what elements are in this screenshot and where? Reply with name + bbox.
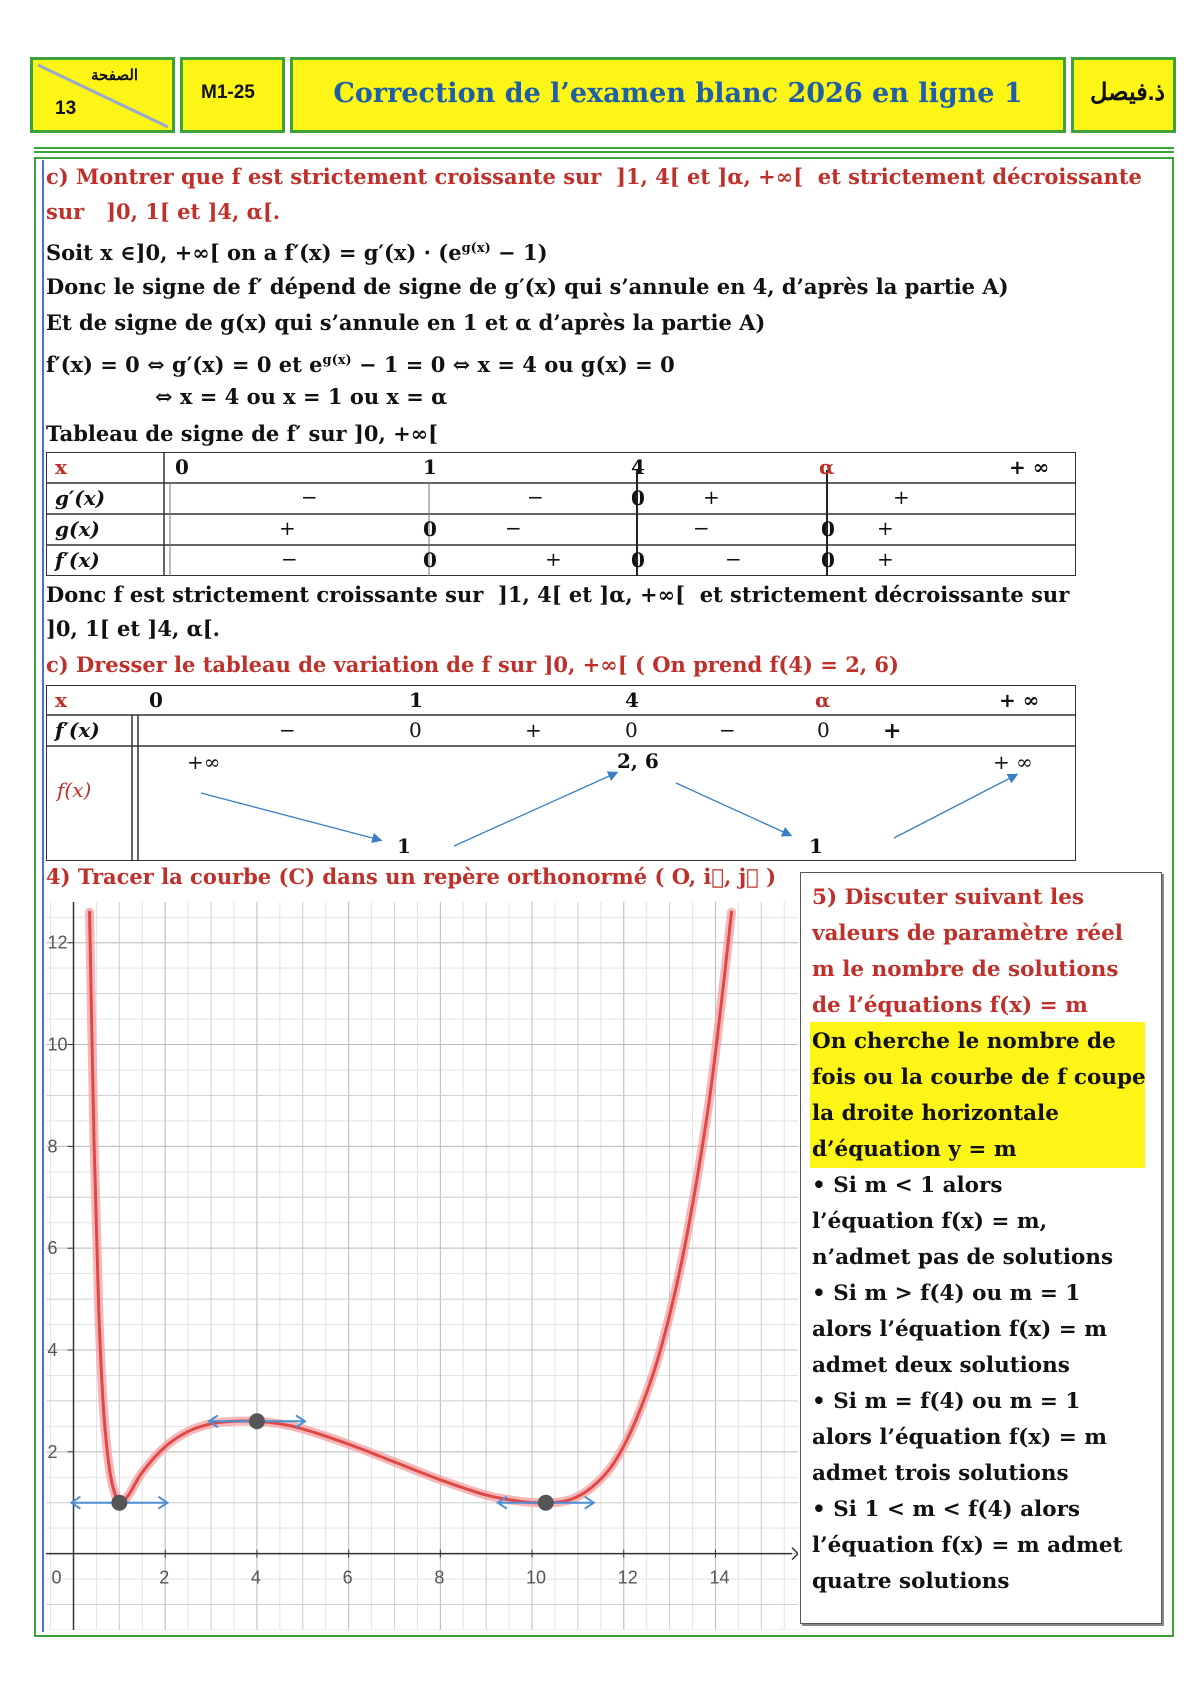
sign-cell: + xyxy=(545,547,562,571)
curve-glow xyxy=(90,912,732,1503)
page-number-box xyxy=(30,57,175,133)
var-fprime-cell: 0 xyxy=(817,718,830,742)
var-x-label: x xyxy=(55,688,67,712)
sign-x-value: 4 xyxy=(631,455,645,479)
sign-cell: 0 xyxy=(821,517,835,541)
var-f-value: 2, 6 xyxy=(617,749,659,773)
q5-title-line: de l’équations f(x) = m xyxy=(812,993,1088,1018)
y-tick-label: 12 xyxy=(47,932,68,953)
sign-cell: 0 xyxy=(631,486,645,510)
sign-cell: 0 xyxy=(631,548,645,572)
sign-x-label: x xyxy=(55,455,67,479)
case-line: l’équation f(x) = m admet xyxy=(812,1533,1123,1558)
case-line: alors l’équation f(x) = m xyxy=(812,1425,1107,1450)
sign-cell: − xyxy=(281,547,298,571)
sign-cell: + xyxy=(279,516,296,540)
page-number: 13 xyxy=(55,98,77,119)
conclusion-line-1: Donc f est strictement croissante sur ]1, 4[ et ]α, +∞[ et strictement décroissante sur xyxy=(46,582,1070,607)
title-box xyxy=(290,57,1066,133)
sign-table-title: Tableau de signe de f′ sur ]0, +∞[ xyxy=(46,421,439,446)
sign-x-value: 1 xyxy=(423,455,437,479)
sign-row-label: f′(x) xyxy=(55,548,100,572)
case-line: • Si m < 1 alors xyxy=(812,1173,1003,1198)
highlight-line: fois ou la courbe de f coupe xyxy=(812,1065,1146,1090)
code-box xyxy=(180,57,285,133)
sign-cell: + xyxy=(703,485,720,509)
var-fprime-label: f′(x) xyxy=(55,718,100,742)
sign-cell: − xyxy=(527,485,544,509)
sign-x-value: α xyxy=(819,455,835,479)
sign-cell: + xyxy=(877,547,894,571)
var-fprime-cell: 0 xyxy=(409,718,422,742)
extremum-point xyxy=(538,1495,554,1511)
var-f-value: + ∞ xyxy=(993,750,1033,774)
sign-cell: 0 xyxy=(423,517,437,541)
y-tick-label: 10 xyxy=(47,1034,68,1055)
x-tick-label: 4 xyxy=(250,1567,261,1588)
q5-title-line: valeurs de paramètre réel xyxy=(812,921,1123,946)
sign-table xyxy=(46,452,1076,576)
page-title: Correction de l’examen blanc 2026 en ligne 1 xyxy=(333,78,1023,109)
sign-row-label: g(x) xyxy=(55,517,100,541)
extremum-point xyxy=(249,1413,265,1429)
x-tick-label: 0 xyxy=(51,1567,62,1588)
page-label: الصفحة xyxy=(91,67,139,84)
donc-signe-line: Donc le signe de f′ dépend de signe de g′(x) qui s’annule en 4, d’après la partie A) xyxy=(46,274,1009,299)
sign-cell: 0 xyxy=(423,548,437,572)
sign-cell: − xyxy=(505,516,522,540)
sign-cell: − xyxy=(301,485,318,509)
author-box xyxy=(1071,57,1176,133)
case-line: admet deux solutions xyxy=(812,1353,1070,1378)
x-tick-label: 12 xyxy=(617,1567,638,1588)
case-line: • Si 1 < m < f(4) alors xyxy=(812,1497,1080,1522)
y-tick-label: 4 xyxy=(47,1340,58,1360)
var-x-value: 0 xyxy=(149,688,163,712)
variation-table xyxy=(46,685,1076,861)
case-line: l’équation f(x) = m, xyxy=(812,1209,1048,1234)
function-graph xyxy=(46,902,798,1630)
var-fprime-cell: + xyxy=(883,718,902,744)
y-tick-label: 8 xyxy=(47,1136,58,1157)
var-x-value: 4 xyxy=(625,688,639,712)
x-tick-label: 8 xyxy=(434,1567,445,1588)
soit-line: Soit x ∈]0, +∞[ on a $f'(x) = g'(x) \cdot (e^{g(x)} - 1)$ xyxy=(46,240,548,265)
conclusion-line-2: ]0, 1[ et ]4, α[. xyxy=(46,616,220,641)
var-f-value: +∞ xyxy=(187,750,221,774)
case-line: alors l’équation f(x) = m xyxy=(812,1317,1107,1342)
sign-x-value: 0 xyxy=(175,455,189,479)
sign-cell: 0 xyxy=(821,548,835,572)
var-f-value: 1 xyxy=(809,834,823,858)
sign-cell: + xyxy=(893,485,910,509)
var-fprime-cell: + xyxy=(525,718,542,742)
var-fprime-cell: − xyxy=(719,718,736,742)
et-signe-line: Et de signe de g(x) qui s’annule en 1 et α d’après la partie A) xyxy=(46,310,766,335)
question-c1-line2: sur ]0, 1[ et ]4, α[. xyxy=(46,199,281,224)
x-tick-label: 6 xyxy=(342,1567,353,1588)
author-name: ذ.فيصل xyxy=(1090,79,1166,106)
var-f-value: 1 xyxy=(397,834,411,858)
case-line: • Si m > f(4) ou m = 1 xyxy=(812,1281,1081,1306)
q5-title-line: m le nombre de solutions xyxy=(812,957,1119,982)
case-line: n’admet pas de solutions xyxy=(812,1245,1114,1270)
var-f-label: f(x) xyxy=(57,778,92,802)
var-x-value: + ∞ xyxy=(999,688,1040,712)
sign-cell: − xyxy=(725,547,742,571)
case-line: quatre solutions xyxy=(812,1569,1010,1594)
separator-line xyxy=(34,147,1174,149)
sign-row-label: g′(x) xyxy=(55,486,106,510)
y-tick-label: 6 xyxy=(47,1238,58,1259)
highlight-line: On cherche le nombre de xyxy=(812,1029,1116,1054)
x-tick-label: 14 xyxy=(709,1567,730,1588)
var-fprime-cell: 0 xyxy=(625,718,638,742)
equivalence-line-1: f′(x) = 0 ⇔ g′(x) = 0 et $e^{g(x)} - 1 = 0$ ⇔ x = 4 ou g(x) = 0 xyxy=(46,352,675,377)
question-4-title: 4) Tracer la courbe (C) dans un repère orthonormé ( O, i⃗, j⃗ ) xyxy=(46,864,777,889)
var-fprime-cell: − xyxy=(279,718,296,742)
case-line: admet trois solutions xyxy=(812,1461,1069,1486)
question-c2-title: c) Dresser le tableau de variation de f sur ]0, +∞[ ( On prend f(4) = 2, 6) xyxy=(46,652,899,677)
extremum-point xyxy=(111,1495,127,1511)
var-x-value: 1 xyxy=(409,688,423,712)
separator-line xyxy=(34,151,1174,153)
case-line: • Si m = f(4) ou m = 1 xyxy=(812,1389,1081,1414)
sign-x-value: + ∞ xyxy=(1009,455,1050,479)
q5-title-line: 5) Discuter suivant les xyxy=(812,885,1085,910)
x-tick-label: 2 xyxy=(159,1567,170,1588)
sign-cell: − xyxy=(693,516,710,540)
equivalence-line-2: ⇔ x = 4 ou x = 1 ou x = α xyxy=(155,384,448,409)
exam-code: M1-25 xyxy=(201,82,255,103)
x-tick-label: 10 xyxy=(526,1567,547,1588)
y-tick-label: 2 xyxy=(47,1441,58,1462)
sign-cell: + xyxy=(877,516,894,540)
highlight-line: la droite horizontale xyxy=(812,1101,1059,1126)
highlight-line: d’équation y = m xyxy=(812,1137,1017,1162)
var-x-value: α xyxy=(815,688,831,712)
question-c1-line1: c) Montrer que f est strictement croissante sur ]1, 4[ et ]α, +∞[ et strictement décroissante xyxy=(46,164,1142,189)
